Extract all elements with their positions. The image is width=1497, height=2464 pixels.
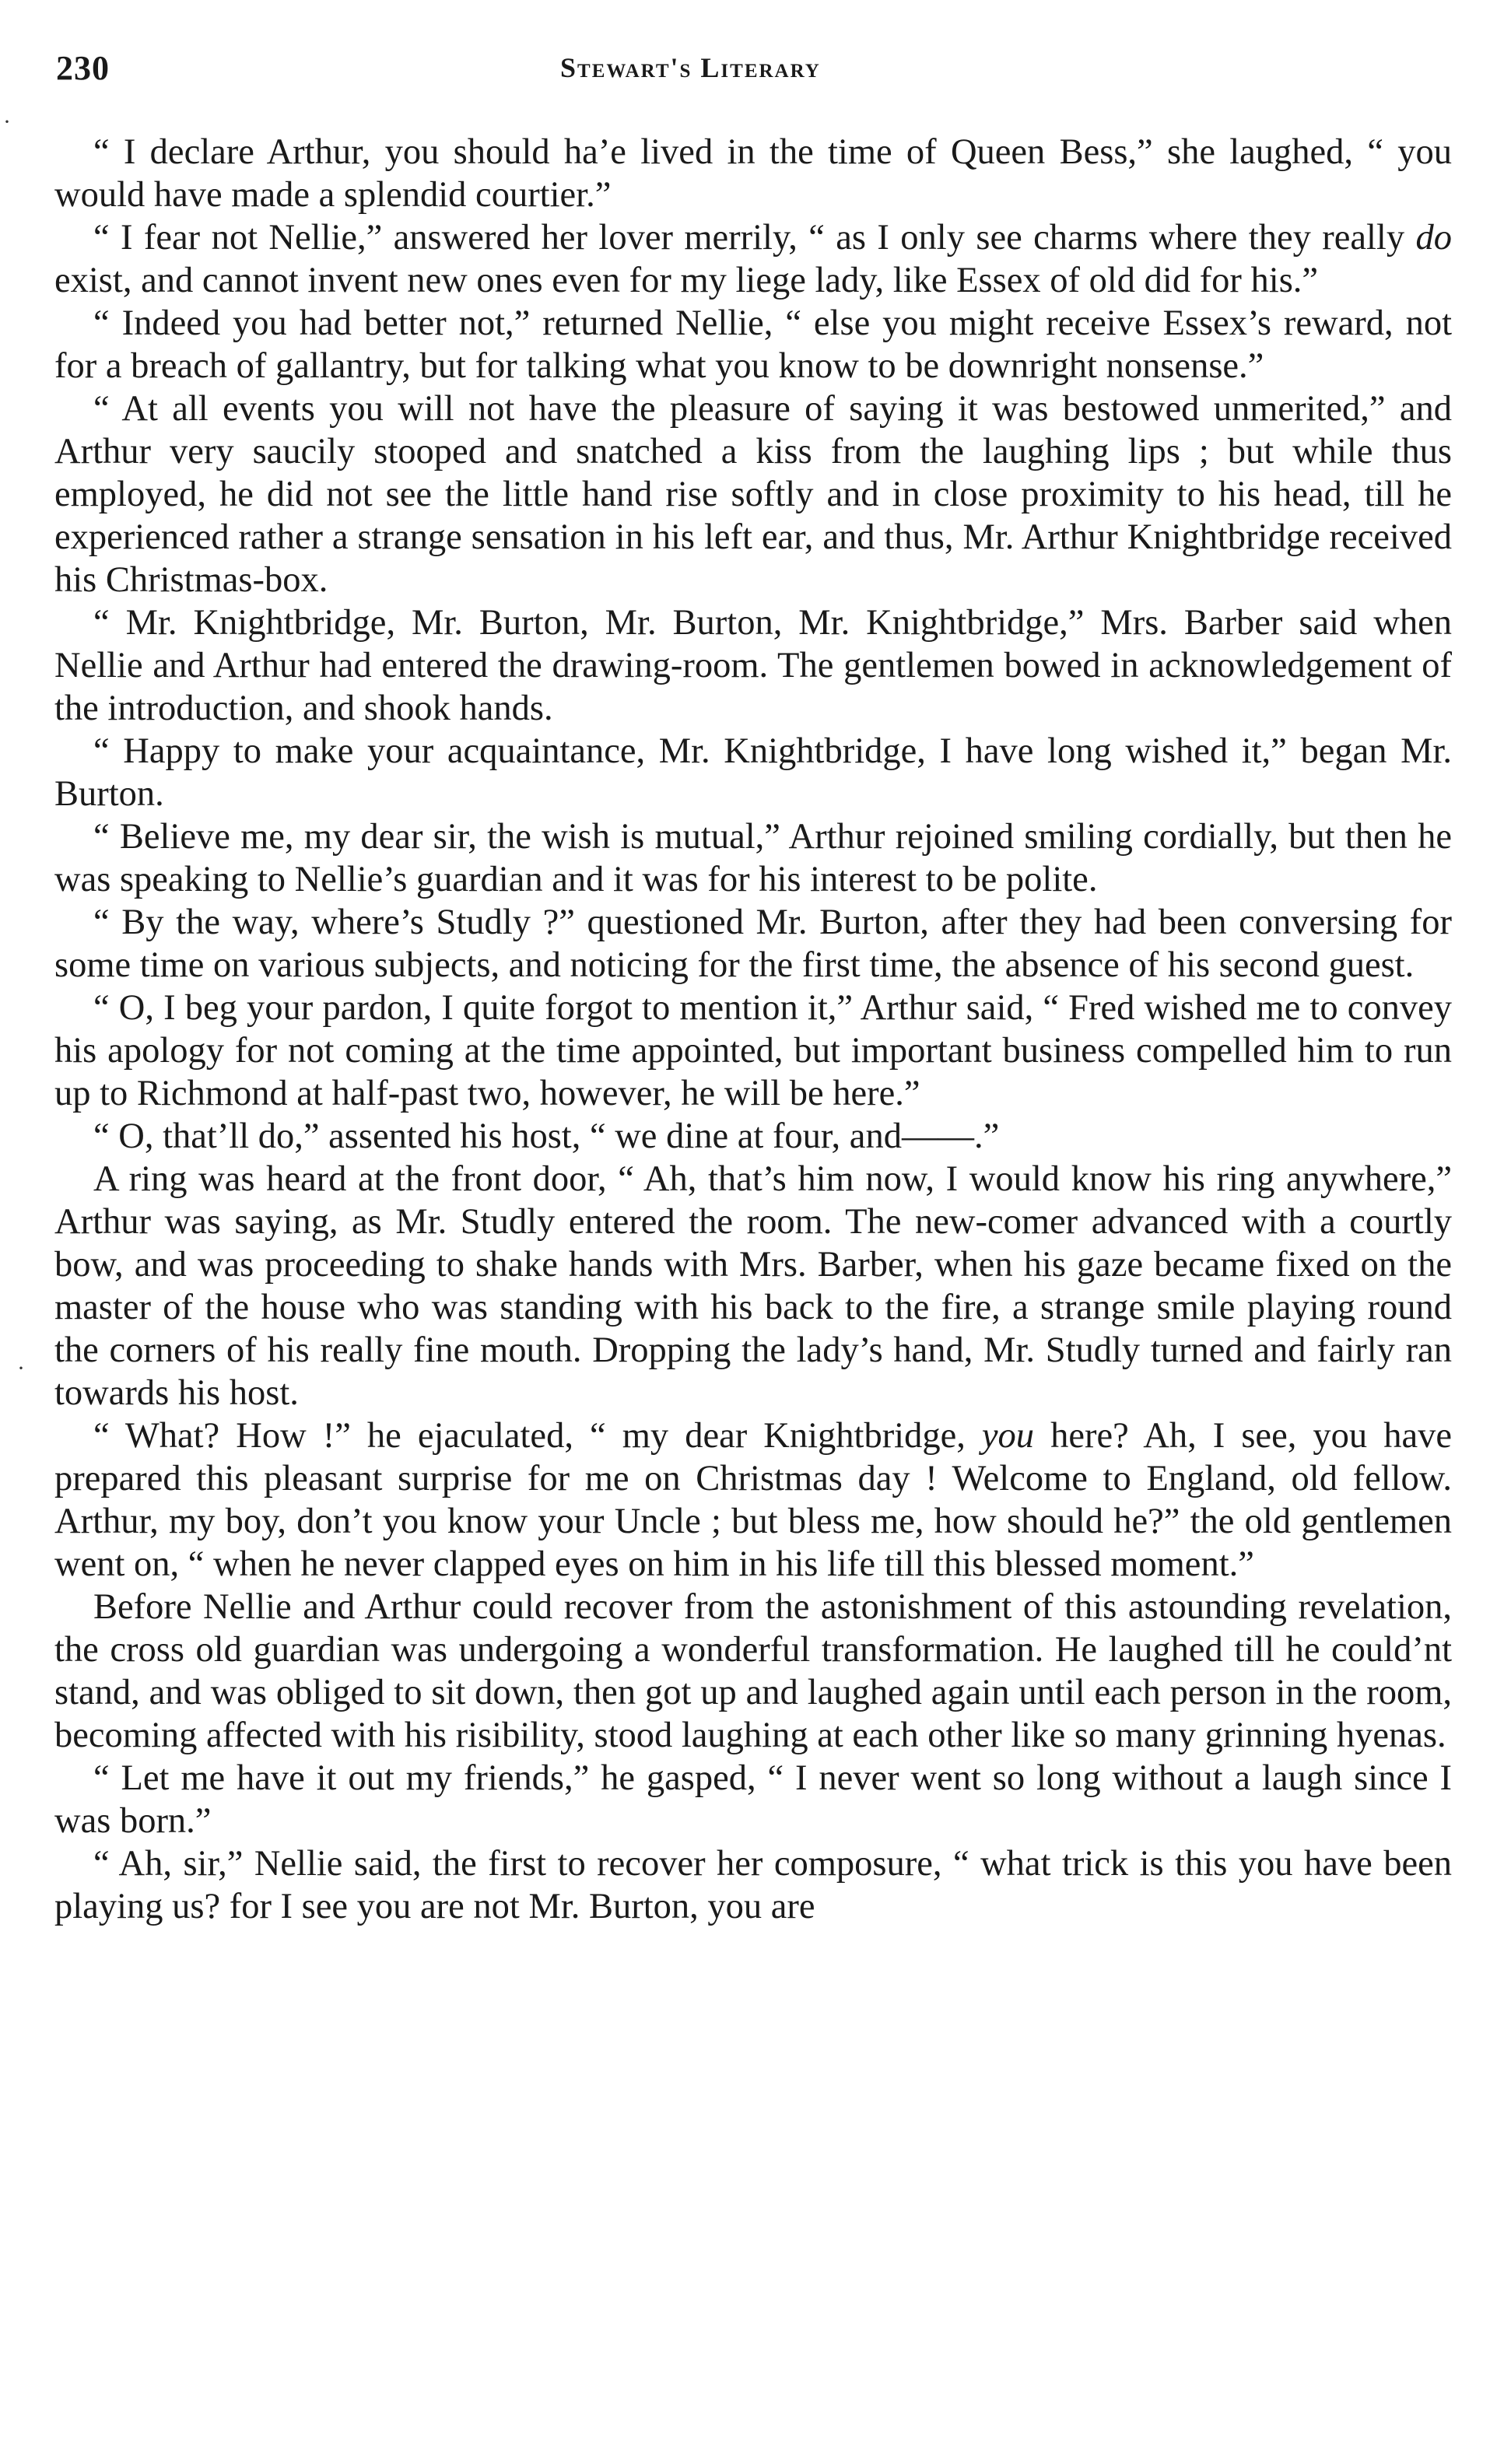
running-head: Stewart's Literary (560, 52, 821, 83)
paragraph: A ring was heard at the front door, “ Ah, that’s him now, I would know his ring anywhere,” Arthur was saying, as Mr. Studly entered the room. The new-comer advanced with a courtly bow, and was proceeding to shake hands with Mrs. Barber, when his gaze became fixed on the master of the house who was standing with his back to the fire, a strange smile playing round the corners of his really fine mouth. Dropping the lady’s hand, Mr. Studly turned and fairly ran towards his host. (54, 1159, 1452, 1413)
margin-speck: · (3, 109, 11, 135)
paragraph: “ Let me have it out my friends,” he gasped, “ I never went so long without a laugh since I was born.” (54, 1758, 1452, 1841)
margin-speck: · (17, 1355, 25, 1381)
emphasis: you (981, 1416, 1035, 1456)
paragraph: “ By the way, where’s Studly ?” questioned Mr. Burton, after they had been conversing for some time on various subjects, and noticing for the first time, the absence of his second guest. (54, 903, 1452, 985)
page-number: 230 (56, 49, 110, 87)
paragraph: “ I fear not Nellie,” answered her lover merrily, “ as I only see charms where they really do exist, and cannot invent new ones even for my liege lady, like Essex of old did for his.” (54, 218, 1452, 300)
paragraph: “ At all events you will not have the pleasure of saying it was bestowed unmerited,” and Arthur very saucily stooped and snatched a kiss from the laughing lips ; but while thus employed, he did not see the little hand rise softly and in close proximity to his head, till he experienced rather a strange sensation in his left ear, and thus, Mr. Arthur Knightbridge received his Christmas-box. (54, 389, 1452, 600)
paragraph: “ What? How !” he ejaculated, “ my dear Knightbridge, you here? Ah, I see, you have prepared this pleasant surprise for me on Christmas day ! Welcome to England, old fellow. Arthur, my boy, don’t you know your Uncle ; but bless me, how should he?” the old gentlemen went on, “ when he never clapped eyes on him in his life till this blessed moment.” (54, 1416, 1452, 1584)
paragraph: “ Believe me, my dear sir, the wish is mutual,” Arthur rejoined smiling cordially, but then he was speaking to Nellie’s guardian and it was for his interest to be polite. (54, 817, 1452, 899)
paragraph: “ Happy to make your acquaintance, Mr. Knightbridge, I have long wished it,” began Mr. Burton. (54, 731, 1452, 814)
paragraph: “ I declare Arthur, you should ha’e lived in the time of Queen Bess,” she laughed, “ you would have made a splendid courtier.” (54, 132, 1452, 215)
paragraph: “ Indeed you had better not,” returned Nellie, “ else you might receive Essex’s reward, not for a breach of gallantry, but for talking what you know to be downright nonsense.” (54, 303, 1452, 386)
paragraph: “ O, that’ll do,” assented his host, “ we dine at four, and——.” (93, 1116, 1000, 1156)
paragraph: “ O, I beg your pardon, I quite forgot to mention it,” Arthur said, “ Fred wished me to convey his apology for not coming at the time appointed, but important business compelled him to run up to Richmond at half-past two, however, he will be here.” (54, 988, 1452, 1113)
paragraph: Before Nellie and Arthur could recover from the astonishment of this astounding revelation, the cross old guardian was undergoing a wonderful transformation. He laughed till he could’nt stand, and was obliged to sit down, then got up and laughed again until each person in the room, becoming affected with his risibility, stood laughing at each other like so many grinning hyenas. (54, 1587, 1452, 1755)
emphasis: do (1415, 218, 1452, 258)
paragraph: “ Mr. Knightbridge, Mr. Burton, Mr. Burton, Mr. Knightbridge,” Mrs. Barber said when Nellie and Arthur had entered the drawing-room. The gentlemen bowed in acknowledgement of the introduction, and shook hands. (54, 603, 1452, 728)
body-text (54, 131, 1452, 1928)
paragraph: “ Ah, sir,” Nellie said, the first to recover her composure, “ what trick is this you have been playing us? for I see you are not Mr. Burton, you are (54, 1844, 1452, 1926)
page-header (56, 48, 1450, 103)
